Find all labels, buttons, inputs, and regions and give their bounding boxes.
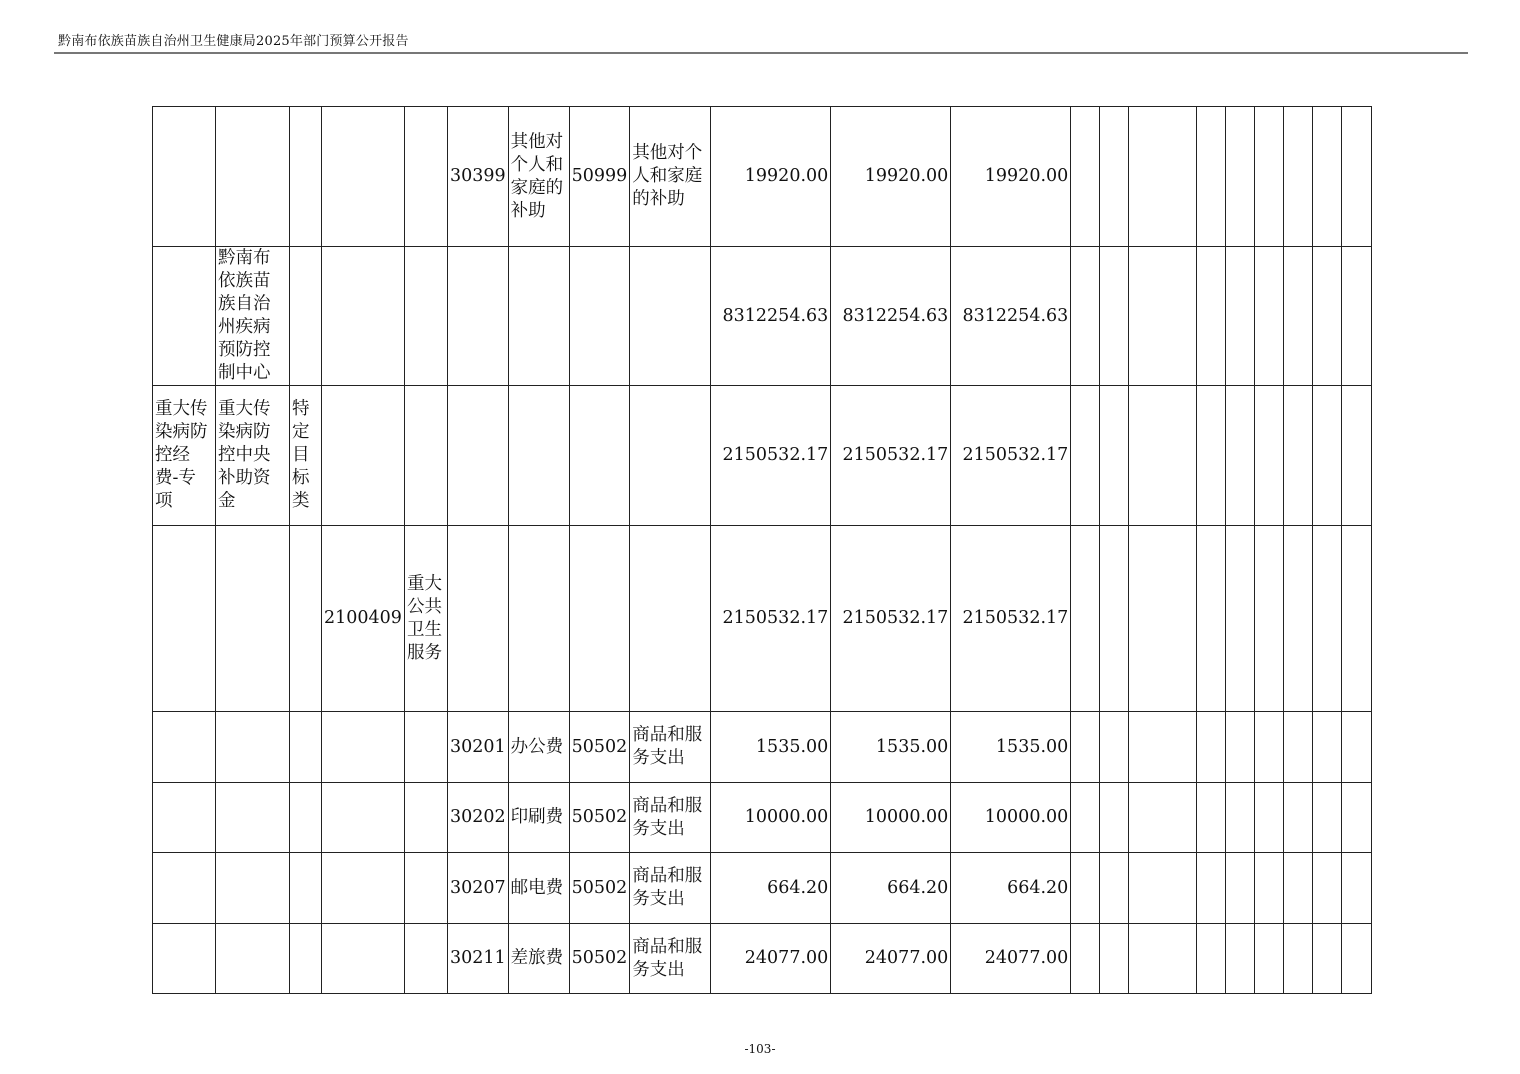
cell-econ-name [508, 526, 569, 712]
empty-cell [1342, 526, 1372, 712]
empty-cell [1255, 247, 1284, 386]
table-row [153, 247, 1372, 386]
empty-cell [1071, 107, 1100, 247]
empty-cell [1313, 247, 1342, 386]
empty-cell [1313, 853, 1342, 924]
cell-unit [216, 526, 290, 712]
cell-type [290, 783, 322, 853]
empty-cell [1284, 783, 1313, 853]
cell-func-code [322, 783, 405, 853]
cell-v3: 10000.00 [951, 783, 1071, 853]
empty-cell [1197, 386, 1226, 526]
cell-func-code [322, 853, 405, 924]
empty-cell [1226, 924, 1255, 994]
cell-gov-code [569, 526, 630, 712]
cell-gov-name [630, 526, 711, 712]
empty-cell [1100, 924, 1129, 994]
table-row [153, 386, 1372, 526]
empty-cell [1071, 853, 1100, 924]
cell-gov-name: 其他对个人和家庭的补助 [630, 107, 711, 247]
cell-unit [216, 924, 290, 994]
cell-econ-code [447, 247, 508, 386]
empty-cell [1313, 924, 1342, 994]
cell-v2: 1535.00 [831, 712, 951, 783]
cell-project [153, 783, 216, 853]
empty-cell [1342, 783, 1372, 853]
empty-cell [1284, 107, 1313, 247]
cell-func-name [404, 783, 447, 853]
cell-v3: 19920.00 [951, 107, 1071, 247]
empty-cell [1129, 107, 1197, 247]
empty-cell [1100, 783, 1129, 853]
cell-func-name [404, 712, 447, 783]
cell-gov-code: 50999 [569, 107, 630, 247]
cell-econ-code: 30207 [447, 853, 508, 924]
cell-project [153, 247, 216, 386]
empty-cell [1100, 712, 1129, 783]
empty-cell [1226, 107, 1255, 247]
cell-econ-code [447, 526, 508, 712]
cell-v3: 1535.00 [951, 712, 1071, 783]
empty-cell [1129, 386, 1197, 526]
cell-gov-code [569, 247, 630, 386]
empty-cell [1313, 107, 1342, 247]
cell-total: 10000.00 [711, 783, 831, 853]
table-row [153, 924, 1372, 994]
cell-gov-code: 50502 [569, 924, 630, 994]
empty-cell [1100, 247, 1129, 386]
cell-gov-code: 50502 [569, 712, 630, 783]
cell-func-name [404, 247, 447, 386]
cell-econ-name: 办公费 [508, 712, 569, 783]
cell-func-name [404, 386, 447, 526]
cell-gov-name [630, 247, 711, 386]
empty-cell [1129, 526, 1197, 712]
cell-econ-name: 印刷费 [508, 783, 569, 853]
cell-gov-code: 50502 [569, 853, 630, 924]
empty-cell [1255, 386, 1284, 526]
empty-cell [1197, 526, 1226, 712]
empty-cell [1226, 526, 1255, 712]
cell-func-code [322, 247, 405, 386]
cell-econ-code: 30211 [447, 924, 508, 994]
cell-type [290, 107, 322, 247]
cell-econ-name: 差旅费 [508, 924, 569, 994]
empty-cell [1284, 386, 1313, 526]
empty-cell [1226, 783, 1255, 853]
cell-econ-name [508, 247, 569, 386]
empty-cell [1071, 247, 1100, 386]
empty-cell [1255, 853, 1284, 924]
cell-func-code [322, 107, 405, 247]
cell-type [290, 712, 322, 783]
empty-cell [1071, 712, 1100, 783]
empty-cell [1255, 107, 1284, 247]
cell-func-code: 2100409 [322, 526, 405, 712]
empty-cell [1197, 783, 1226, 853]
cell-type [290, 853, 322, 924]
empty-cell [1313, 712, 1342, 783]
empty-cell [1071, 924, 1100, 994]
empty-cell [1284, 526, 1313, 712]
cell-v2: 2150532.17 [831, 526, 951, 712]
empty-cell [1226, 247, 1255, 386]
empty-cell [1226, 386, 1255, 526]
empty-cell [1129, 247, 1197, 386]
empty-cell [1342, 107, 1372, 247]
cell-func-name [404, 853, 447, 924]
cell-v3: 2150532.17 [951, 386, 1071, 526]
empty-cell [1284, 924, 1313, 994]
cell-func-name [404, 107, 447, 247]
cell-total: 24077.00 [711, 924, 831, 994]
cell-v2: 24077.00 [831, 924, 951, 994]
empty-cell [1226, 853, 1255, 924]
cell-type [290, 247, 322, 386]
empty-cell [1197, 247, 1226, 386]
table-row [153, 712, 1372, 783]
cell-econ-code: 30399 [447, 107, 508, 247]
cell-v3: 24077.00 [951, 924, 1071, 994]
empty-cell [1071, 386, 1100, 526]
budget-table [152, 106, 1372, 994]
empty-cell [1071, 783, 1100, 853]
header-divider [54, 52, 1468, 54]
empty-cell [1342, 247, 1372, 386]
cell-econ-name [508, 386, 569, 526]
cell-gov-name: 商品和服务支出 [630, 712, 711, 783]
cell-project [153, 712, 216, 783]
cell-gov-name [630, 386, 711, 526]
cell-project: 重大传染病防控经费-专项 [153, 386, 216, 526]
cell-type: 特定目标类 [290, 386, 322, 526]
cell-unit [216, 783, 290, 853]
empty-cell [1100, 107, 1129, 247]
cell-v2: 10000.00 [831, 783, 951, 853]
empty-cell [1197, 712, 1226, 783]
cell-total: 2150532.17 [711, 526, 831, 712]
cell-project [153, 853, 216, 924]
cell-total: 2150532.17 [711, 386, 831, 526]
cell-gov-name: 商品和服务支出 [630, 853, 711, 924]
empty-cell [1226, 712, 1255, 783]
cell-econ-name: 邮电费 [508, 853, 569, 924]
empty-cell [1255, 783, 1284, 853]
cell-unit: 重大传染病防控中央补助资金 [216, 386, 290, 526]
cell-gov-code [569, 386, 630, 526]
empty-cell [1129, 853, 1197, 924]
cell-econ-code: 30201 [447, 712, 508, 783]
table-row [153, 107, 1372, 247]
empty-cell [1129, 924, 1197, 994]
cell-project [153, 107, 216, 247]
empty-cell [1071, 526, 1100, 712]
empty-cell [1255, 712, 1284, 783]
cell-econ-code [447, 386, 508, 526]
cell-total: 19920.00 [711, 107, 831, 247]
cell-v2: 8312254.63 [831, 247, 951, 386]
empty-cell [1342, 712, 1372, 783]
cell-unit [216, 712, 290, 783]
cell-unit: 黔南布依族苗族自治州疾病预防控制中心 [216, 247, 290, 386]
cell-total: 664.20 [711, 853, 831, 924]
cell-v2: 2150532.17 [831, 386, 951, 526]
empty-cell [1284, 247, 1313, 386]
page-number: -103- [744, 1042, 776, 1056]
cell-type [290, 526, 322, 712]
empty-cell [1313, 386, 1342, 526]
empty-cell [1100, 853, 1129, 924]
cell-unit [216, 853, 290, 924]
empty-cell [1284, 712, 1313, 783]
cell-v2: 664.20 [831, 853, 951, 924]
empty-cell [1197, 107, 1226, 247]
cell-gov-name: 商品和服务支出 [630, 924, 711, 994]
cell-project [153, 924, 216, 994]
page-header-title: 黔南布依族苗族自治州卫生健康局2025年部门预算公开报告 [58, 34, 409, 49]
empty-cell [1313, 783, 1342, 853]
cell-v3: 8312254.63 [951, 247, 1071, 386]
cell-gov-name: 商品和服务支出 [630, 783, 711, 853]
cell-func-code [322, 712, 405, 783]
empty-cell [1100, 526, 1129, 712]
cell-func-name [404, 924, 447, 994]
empty-cell [1284, 853, 1313, 924]
empty-cell [1197, 853, 1226, 924]
cell-econ-name: 其他对个人和家庭的补助 [508, 107, 569, 247]
cell-total: 8312254.63 [711, 247, 831, 386]
cell-func-code [322, 924, 405, 994]
empty-cell [1197, 924, 1226, 994]
cell-gov-code: 50502 [569, 783, 630, 853]
empty-cell [1129, 783, 1197, 853]
empty-cell [1342, 386, 1372, 526]
cell-econ-code: 30202 [447, 783, 508, 853]
cell-func-code [322, 386, 405, 526]
empty-cell [1342, 924, 1372, 994]
cell-unit [216, 107, 290, 247]
cell-project [153, 526, 216, 712]
table-row [153, 526, 1372, 712]
empty-cell [1342, 853, 1372, 924]
cell-v3: 664.20 [951, 853, 1071, 924]
empty-cell [1313, 526, 1342, 712]
empty-cell [1100, 386, 1129, 526]
cell-v3: 2150532.17 [951, 526, 1071, 712]
empty-cell [1255, 924, 1284, 994]
cell-v2: 19920.00 [831, 107, 951, 247]
table-row [153, 783, 1372, 853]
empty-cell [1255, 526, 1284, 712]
table-row [153, 853, 1372, 924]
empty-cell [1129, 712, 1197, 783]
cell-total: 1535.00 [711, 712, 831, 783]
cell-func-name: 重大公共卫生服务 [404, 526, 447, 712]
cell-type [290, 924, 322, 994]
